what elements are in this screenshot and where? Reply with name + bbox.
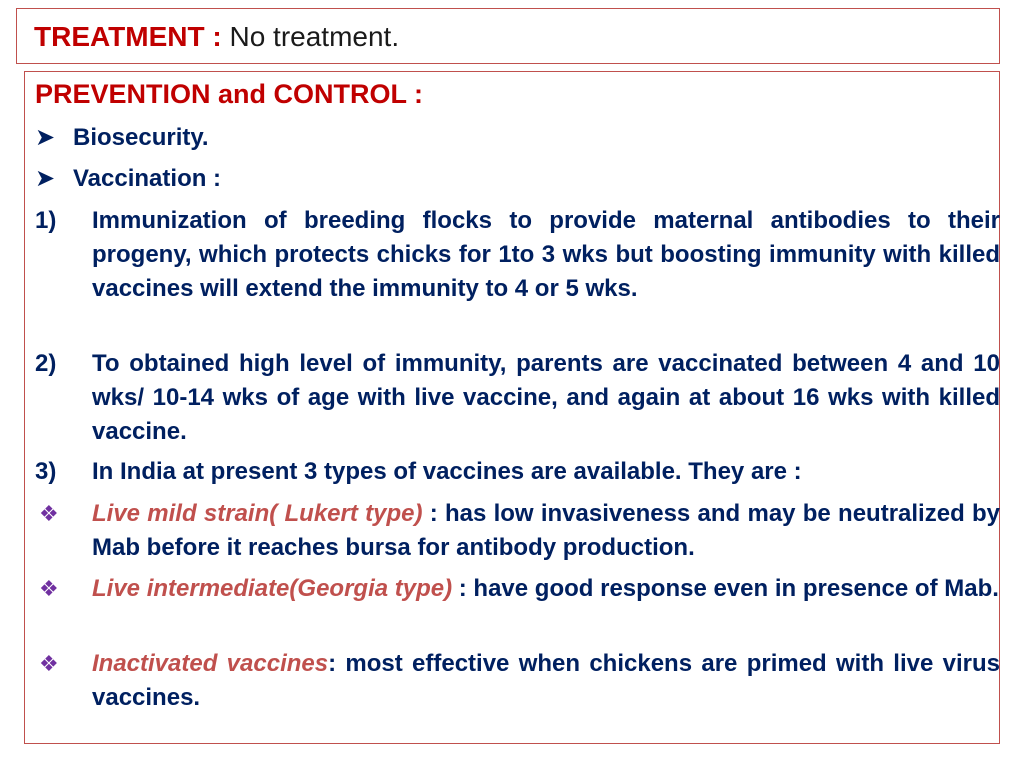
vaccine-desc: : most effective when chickens are primed with live virus vaccines. bbox=[92, 650, 1000, 711]
treatment-line bbox=[34, 20, 399, 54]
bullet-biosecurity: Biosecurity. bbox=[73, 124, 209, 151]
prevention-box bbox=[24, 71, 1000, 744]
vaccine-desc: : have good response even in presence of Mab. bbox=[452, 575, 999, 602]
list-number: 2) bbox=[35, 350, 57, 377]
treatment-box bbox=[16, 8, 1000, 64]
vaccine-desc: : has low invasiveness and may be neutralized by Mab before it reaches bursa for antibody production. bbox=[92, 500, 1000, 561]
arrowhead-bullet-icon: ➤ bbox=[35, 124, 56, 151]
list-number: 1) bbox=[35, 207, 57, 234]
vaccine-item-text bbox=[92, 497, 1000, 565]
list-number: 3) bbox=[35, 458, 57, 485]
vaccine-item-text bbox=[92, 647, 1000, 715]
vaccine-name: Live mild strain( Lukert type) bbox=[92, 500, 423, 527]
vaccine-name: Inactivated vaccines bbox=[92, 650, 329, 677]
diamond-cluster-bullet-icon: ❖ bbox=[39, 651, 59, 676]
prevention-title: PREVENTION and CONTROL : bbox=[35, 79, 424, 109]
numbered-item-text: To obtained high level of immunity, parents are vaccinated between 4 and 10 wks/ 10-14 wks of age with live vaccine, and again at about 16 wks with killed vaccine. bbox=[92, 350, 1000, 445]
arrowhead-bullet-icon: ➤ bbox=[35, 165, 56, 192]
vaccine-name: Live intermediate(Georgia type) bbox=[92, 575, 453, 602]
numbered-item-text: In India at present 3 types of vaccines are available. They are : bbox=[92, 458, 802, 485]
treatment-label: TREATMENT : bbox=[34, 21, 222, 52]
bullet-vaccination: Vaccination : bbox=[73, 165, 222, 192]
diamond-cluster-bullet-icon: ❖ bbox=[39, 576, 59, 601]
treatment-value: No treatment. bbox=[229, 21, 400, 52]
diamond-cluster-bullet-icon: ❖ bbox=[39, 501, 59, 526]
numbered-item-text: Immunization of breeding flocks to provide maternal antibodies to their progeny, which protects chicks for 1to 3 wks but boosting immunity with killed vaccines will extend the immunity to 4 or 5 wks. bbox=[92, 207, 1000, 302]
vaccine-item-text bbox=[92, 572, 1000, 606]
